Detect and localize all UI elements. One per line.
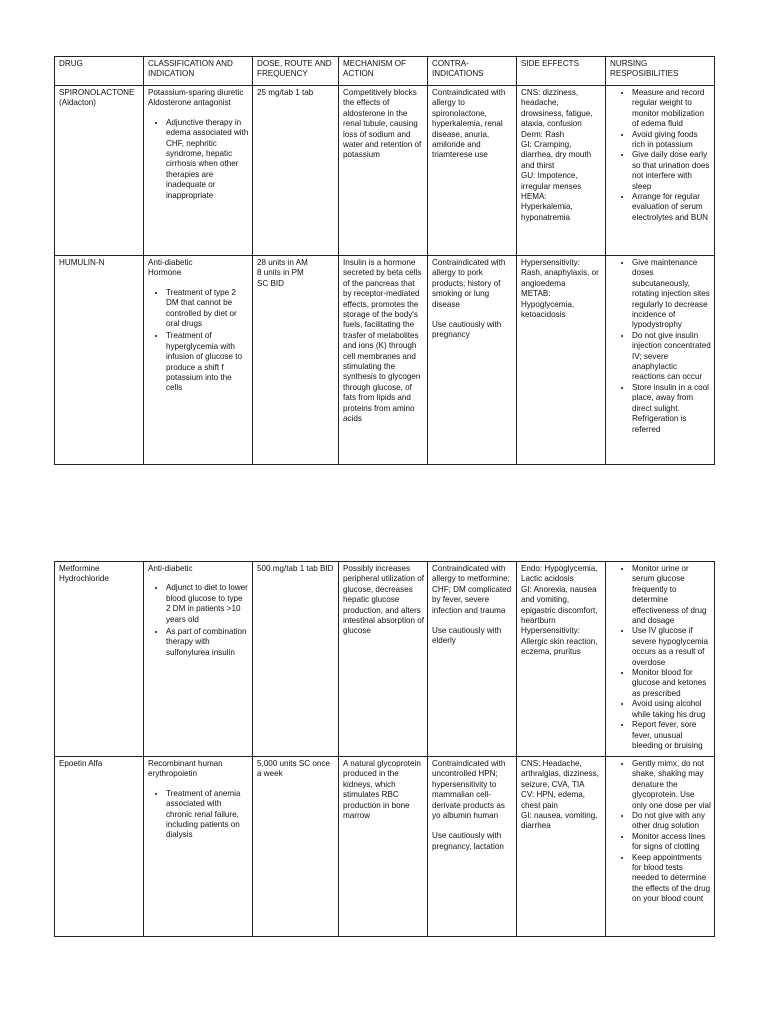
table-row xyxy=(55,256,715,465)
classification-cell xyxy=(144,757,253,937)
contraindications-cell xyxy=(428,757,517,937)
contraindication-text: Contraindicated with allergy to pork products; history of smoking or lung disease xyxy=(432,258,506,309)
nursing-cell xyxy=(606,562,715,757)
header-nursing: NURSING RESPOSIBILITIES xyxy=(606,57,715,86)
contraindications-cell xyxy=(428,562,517,757)
side-effect-line: Hypersensitivity: Allergic skin reaction, eczema, pruritus xyxy=(521,626,598,657)
indication-item: • Treatment of type 2 DM that cannot be controlled by diet or oral drugs xyxy=(166,288,249,330)
drug-cell xyxy=(55,256,144,465)
classification-text: Potassium-sparing diuretic xyxy=(148,88,244,97)
table-row xyxy=(55,757,715,937)
nursing-item: • Use IV glucose if severe hypoglycemia occurs as a result of overdose xyxy=(632,626,711,668)
side-effect-line: CNS: Headache, arthralgias, dizziness, seizure, CVA, TIA xyxy=(521,759,599,789)
side-effect-line: Endo: Hypoglycemia, Lactic acidosis xyxy=(521,564,598,584)
side-effect-line: HEMA: xyxy=(521,192,547,202)
side-effect-line: Derm: Rash xyxy=(521,129,565,139)
indication-item: • As part of combination therapy with sulfonylurea insulin xyxy=(166,627,249,658)
side-effects-cell xyxy=(517,256,606,465)
nursing-item: • Monitor access lines for signs of clotting xyxy=(632,832,711,853)
indication-list xyxy=(148,288,249,394)
side-effect-line: Hyperkalemia, hyponatremia xyxy=(521,202,573,222)
mechanism-cell xyxy=(339,757,428,937)
classification-cell xyxy=(144,256,253,465)
dose-text: 28 units in AM xyxy=(257,258,308,267)
side-effect-line: Hypersensitivity: Rash, anaphylaxis, or angioedema xyxy=(521,258,599,288)
indication-list xyxy=(148,118,249,201)
mechanism-cell xyxy=(339,256,428,465)
header-classification: CLASSIFICATION AND INDICATION xyxy=(144,57,253,86)
mechanism-text: Competitively blocks the effects of aldosterone in the renal tubule, causing loss of sodium and water and retention of potassium xyxy=(343,88,422,160)
drug-table-2 xyxy=(54,561,715,937)
classification-text: Aldosterone antagonist xyxy=(148,98,231,108)
side-effect-line: METAB: Hypoglycemia, ketoacidosis xyxy=(521,289,575,320)
nursing-item: • Give maintenance doses subcutaneously, rotating injection sites regularly to decrease incidence of lypodystrophy xyxy=(632,258,711,331)
drug-name: SPIRONOLACTONE xyxy=(59,88,135,97)
mechanism-text: Insulin is a hormone secreted by beta cells of the pancreas that by receptor-mediated effects, promotes the storage of the body's fuels, facilitating the trasfer of metabolites and ions (K) through cell membranes and stimulating the synthesis to glycogen through glucose, of fats from lipids and proteins from amino acids xyxy=(343,258,422,424)
nursing-item: • Avoid giving foods rich in potassium xyxy=(632,130,711,151)
nursing-cell xyxy=(606,256,715,465)
nursing-item: • Avoid using alcohol while taking his drug xyxy=(632,699,711,720)
nursing-item: • Arrange for regular evaluation of serum electrolytes and BUN xyxy=(632,192,711,223)
drug-name: Hydrochloride xyxy=(59,574,109,584)
nursing-list xyxy=(610,564,711,751)
classification-text: Hormone xyxy=(148,268,182,278)
classification-text: Recombinant human erythropoietin xyxy=(148,759,223,779)
mechanism-cell xyxy=(339,86,428,256)
classification-cell xyxy=(144,86,253,256)
side-effects-cell xyxy=(517,562,606,757)
contraindications-cell xyxy=(428,86,517,256)
drug-name: Metformine xyxy=(59,564,100,573)
nursing-list xyxy=(610,258,711,435)
nursing-item: • Store insulin in a cool place, away from direct sulight. Refrigeration is referred xyxy=(632,383,711,435)
dose-text: 8 units in PM xyxy=(257,268,304,278)
indication-item: • Adjunctive therapy in edema associated with CHF, nephritic syndrome, hepatic cirrhosis when other therapies are inadequate or inappropriate xyxy=(166,118,249,201)
nursing-item: • Monitor urine or serum glucose frequently to determine effectiveness of drug and dosage xyxy=(632,564,711,626)
drug-brand: (Aldacton) xyxy=(59,98,96,108)
dose-text: 500 mg/tab 1 tab BID xyxy=(257,564,334,573)
indication-item: • Treatment of hyperglycemia with infusion of glucose to produce a shift f potassium into the cells xyxy=(166,331,249,393)
drug-name: HUMULIN-N xyxy=(59,258,105,267)
indication-item: • Treatment of anemia associated with chronic renal failure, including patients on dialysis xyxy=(166,789,249,841)
dose-cell xyxy=(253,86,339,256)
classification-text: Anti-diabetic xyxy=(148,258,193,267)
contraindication-text: Contraindicated with allergy to metformine; CHF; DM complicated by fever, severe infection and trauma xyxy=(432,564,512,615)
contraindication-caution: Use cautiously with elderly xyxy=(432,626,502,646)
mechanism-text: Possibly increases peripheral utilization of glucose, decreases hepatic glucose production, and alters intestinal absorption of glucose xyxy=(343,564,424,636)
nursing-item: • Gently mimx, do not shake, shaking may denature the glycoprotein. Use only one dose per vial xyxy=(632,759,711,811)
dose-text: 5,000 units SC once a week xyxy=(257,759,330,779)
header-mechanism: MECHANISM OF ACTION xyxy=(339,57,428,86)
side-effect-line: GI: Anorexia, nausea and vomiting, epigastric discomfort, heartburn xyxy=(521,584,598,626)
side-effect-line: GI: nausea, vomiting, diarrhea xyxy=(521,811,598,831)
contraindication-caution: Use cautiously with pregnancy xyxy=(432,320,502,340)
nursing-item: • Measure and record regular weight to monitor mobilization of edema fluid xyxy=(632,88,711,130)
header-dose: DOSE, ROUTE AND FREQUENCY xyxy=(253,57,339,86)
contraindications-cell xyxy=(428,256,517,465)
side-effect-line: GU: Impotence, irregular menses xyxy=(521,171,582,191)
table-row xyxy=(55,562,715,757)
header-contraindications: CONTRA- INDICATIONS xyxy=(428,57,517,86)
drug-table-1 xyxy=(54,56,715,465)
dose-cell xyxy=(253,256,339,465)
indication-list xyxy=(148,789,249,841)
contraindication-text: Contraindicated with uncontrolled HPN; hypersensitivity to mammalian cell-derivate products as yo albumin human xyxy=(432,759,506,821)
nursing-item: • Give daily dose early so that urination does not interfere with sleep xyxy=(632,150,711,192)
nursing-item: • Do not give with any other drug solution xyxy=(632,811,711,832)
mechanism-cell xyxy=(339,562,428,757)
mechanism-text: A natural glycoprotein produced in the kidneys, which stimulates RBC production in bone marrow xyxy=(343,759,421,821)
dose-cell xyxy=(253,562,339,757)
indication-list xyxy=(148,583,249,658)
side-effect-line: GI: Cramping, diarrhea, dry mouth and thirst xyxy=(521,140,592,170)
table-header-row xyxy=(55,57,715,86)
nursing-cell xyxy=(606,757,715,937)
nursing-cell xyxy=(606,86,715,256)
classification-text: Anti-diabetic xyxy=(148,564,193,573)
drug-cell xyxy=(55,562,144,757)
dose-cell xyxy=(253,757,339,937)
classification-cell xyxy=(144,562,253,757)
side-effect-line: CV: HPN, edema, chest pain xyxy=(521,790,586,810)
nursing-item: • Report fever, sore fever, unusual bleeding or bruising xyxy=(632,720,711,751)
drug-cell xyxy=(55,757,144,937)
nursing-item: • Do not give insulin injection concentrated IV; severe anaphylactic reactions can occur xyxy=(632,331,711,383)
dose-text: 25 mg/tab 1 tab xyxy=(257,88,314,97)
drug-name: Epoetin Alfa xyxy=(59,759,103,768)
contraindication-text: Contraindicated with allergy to spironolactone, hyperkalemia, renal disease, anuria, amiloride and triamterese use xyxy=(432,88,506,160)
drug-cell xyxy=(55,86,144,256)
nursing-item: • Keep appointments for blood tests needed to determine the effects of the drug on your blood count xyxy=(632,853,711,905)
side-effects-cell xyxy=(517,757,606,937)
contraindication-caution: Use cautiously with pregnancy, lactation xyxy=(432,831,504,851)
table-row xyxy=(55,86,715,256)
nursing-list xyxy=(610,759,711,905)
dose-text: SC BID xyxy=(257,278,284,288)
nursing-item: • Monitor blood for glucose and ketones as prescribed xyxy=(632,668,711,699)
nursing-list xyxy=(610,88,711,223)
side-effect-line: CNS: dizziness, headache, drowsiness, fatigue, ataxia, confusion xyxy=(521,88,593,129)
side-effects-cell xyxy=(517,86,606,256)
indication-item: • Adjunct to diet to lower blood glucose to type 2 DM in patients >10 years old xyxy=(166,583,249,625)
header-side-effects: SIDE EFFECTS xyxy=(517,57,606,86)
header-drug: DRUG xyxy=(55,57,144,86)
